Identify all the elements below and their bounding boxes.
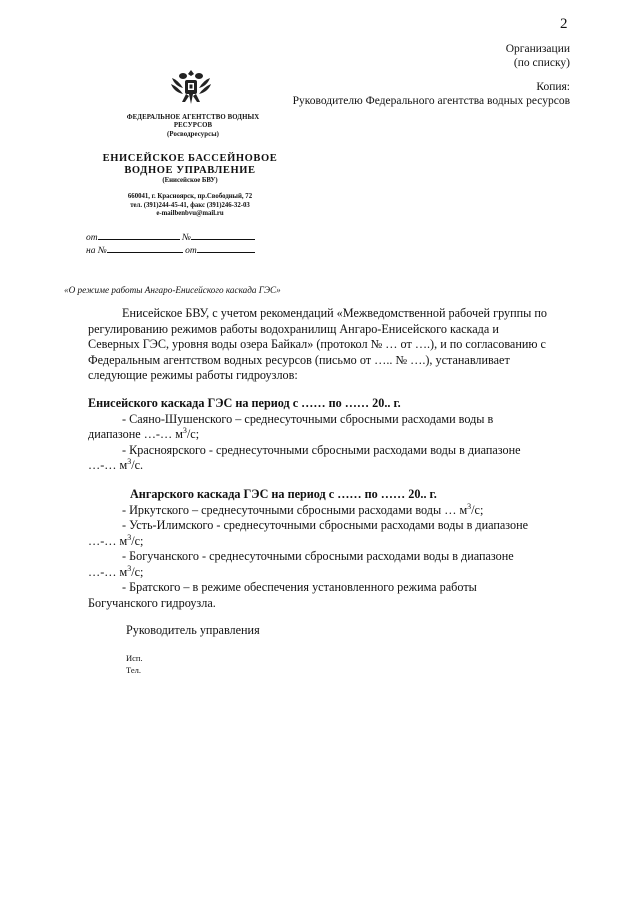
angara-section bbox=[88, 487, 548, 611]
reg-number-field bbox=[191, 229, 255, 240]
address: 660041, г. Красноярск, пр.Свободный, 72 bbox=[127, 193, 253, 200]
angara-item-2-cont: …-… $м^3/с$; bbox=[88, 532, 144, 548]
phones: тел. (391)244-45-41, факс (391)246-32-03 bbox=[130, 201, 250, 209]
angara-title: Ангарского каскада ГЭС на период с …… по …… 20.. г. bbox=[130, 487, 437, 501]
angara-item-4-cont: Богучанского гидроузла. bbox=[88, 595, 216, 610]
executor-label: Исп. bbox=[126, 653, 143, 663]
bvu-line-1: ЕНИСЕЙСКОЕ БАССЕЙНОВОЕ bbox=[102, 153, 278, 164]
angara-item-3: - Богучанского - среднесуточными сбросными расходами воды в диапазоне bbox=[122, 549, 514, 563]
copy-block bbox=[293, 80, 570, 108]
reg-number-label: № bbox=[182, 233, 191, 243]
subject-line: «О режиме работы Ангаро-Енисейского каскада ГЭС» bbox=[64, 285, 281, 295]
angara-item-4: - Братского – в режиме обеспечения установленного режима работы bbox=[122, 580, 477, 594]
agency-line-2: РЕСУРСОВ bbox=[173, 122, 213, 130]
recipient-line-2: (по списку) bbox=[513, 57, 570, 69]
copy-recipient: Руководителю Федерального агентства водных ресурсов bbox=[292, 95, 570, 107]
signature: Руководитель управления bbox=[126, 623, 260, 637]
agency-short: (Росводресурсы) bbox=[167, 130, 219, 138]
recipient-line-1: Организации bbox=[505, 43, 570, 55]
email: e-mailbenbvu@mail.ru bbox=[156, 210, 224, 217]
bvu-line-2: ВОДНОЕ УПРАВЛЕНИЕ bbox=[124, 164, 256, 176]
executor-phone-label: Тел. bbox=[126, 665, 142, 675]
reg-from-label: от bbox=[86, 233, 98, 243]
yenisei-item-2: - Красноярского - среднесуточными сбросными расходами воды в диапазоне bbox=[122, 442, 521, 457]
executor-block bbox=[126, 652, 143, 676]
reg-date-field bbox=[98, 229, 180, 240]
agency-line-1: ФЕДЕРАЛЬНОЕ АГЕНТСТВО ВОДНЫХ bbox=[126, 114, 260, 121]
angara-item-3-cont: …-… $м^3/с$; bbox=[88, 563, 144, 579]
yenisei-title: Енисейского каскада ГЭС на период с …… по …… 20.. г. bbox=[88, 396, 401, 410]
ref-number-field bbox=[107, 242, 183, 253]
angara-item-1: - Иркутского – среднесуточными сбросными расходами воды … $м^3/с$; bbox=[122, 501, 484, 517]
registration-line-2 bbox=[86, 242, 255, 256]
yenisei-item-1: - Саяно-Шушенского – среднесуточными сбросными расходами воды в bbox=[122, 411, 494, 426]
ref-from-label: от bbox=[185, 246, 197, 256]
coat-of-arms-icon bbox=[168, 64, 214, 110]
registration-line-1 bbox=[86, 229, 255, 243]
ref-number-label: на № bbox=[86, 246, 107, 256]
address-block bbox=[90, 193, 290, 219]
copy-label: Копия: bbox=[536, 81, 570, 93]
angara-item-2: - Усть-Илимского - среднесуточными сбросными расходами воды в диапазоне bbox=[122, 518, 529, 532]
intro-paragraph: Енисейское БВУ, с учетом рекомендаций «Межведомственной рабочей группы по регулированию режимов работы водохранилищ Ангаро-Енисейского каскада и Северных ГЭС, уровня воды озера Байкал» (протокол № … от ….), и по согласованию с Федеральным агентством водных ресурсов (письмо от ….. № ….), устанавливает следующие режимы работы гидроузлов: bbox=[88, 306, 548, 382]
page-number: 2 bbox=[560, 16, 568, 32]
yenisei-item-2-cont: …-… $м^3/с$. bbox=[88, 456, 144, 472]
bvu-name bbox=[90, 153, 290, 176]
ref-date-field bbox=[197, 242, 255, 253]
yenisei-section bbox=[88, 396, 548, 474]
recipients-block bbox=[506, 42, 570, 70]
yenisei-item-1-cont: диапазоне …-… $м^3/с$; bbox=[88, 425, 200, 441]
bvu-short: (Енисейское БВУ) bbox=[162, 177, 218, 184]
agency-name bbox=[118, 114, 268, 139]
